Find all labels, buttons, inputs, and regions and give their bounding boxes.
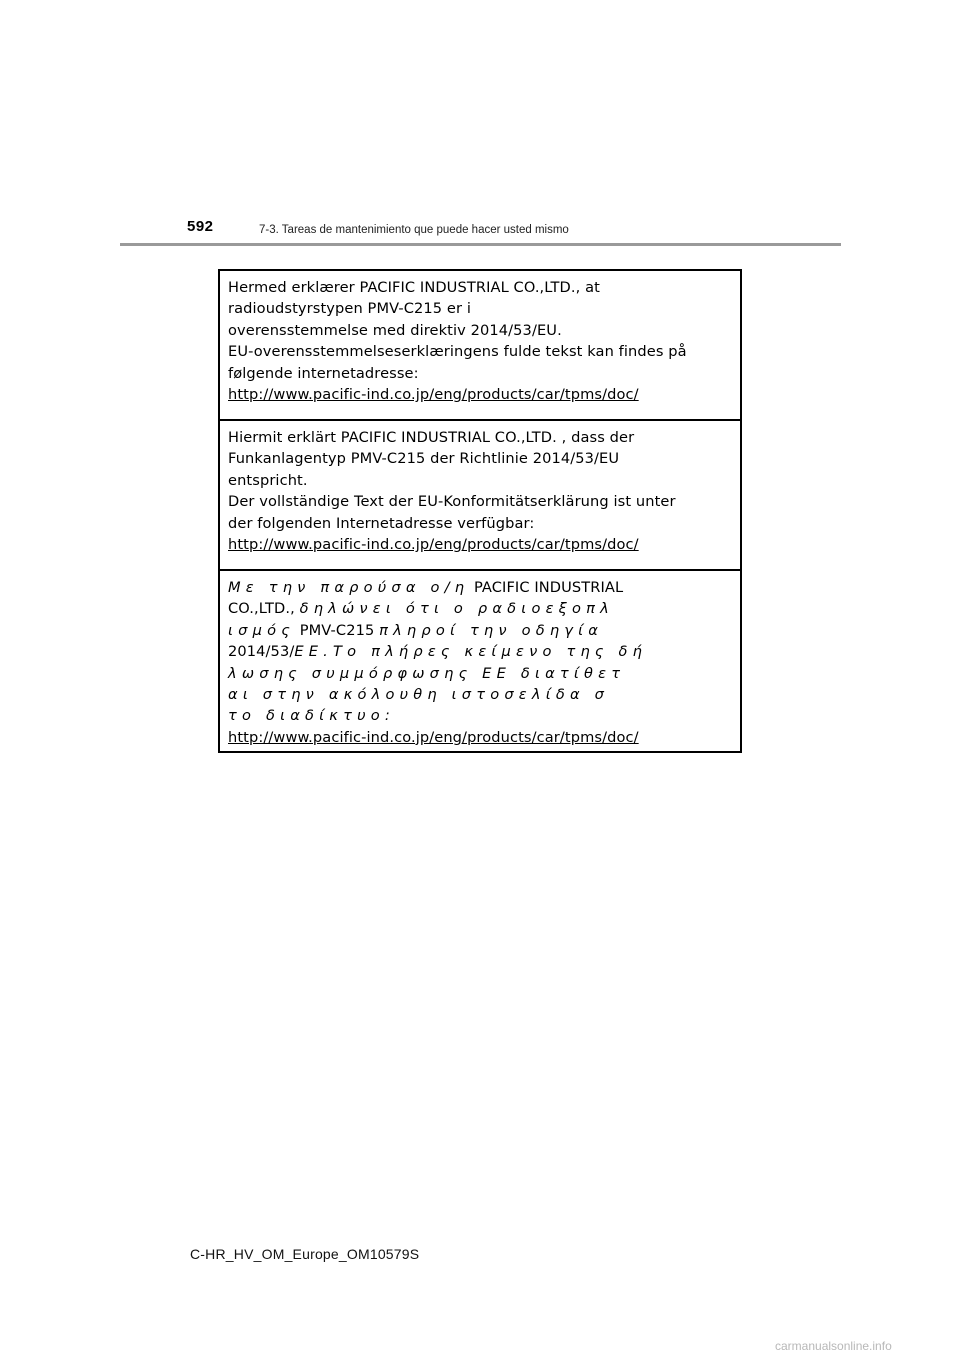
latin-text: 2014/53/: [228, 643, 295, 661]
text-line: EU-overensstemmelseserklæringens fulde tekst kan findes på: [228, 343, 687, 361]
doc-url-link[interactable]: http://www.pacific-ind.co.jp/eng/products/car/tpms/doc/: [228, 728, 639, 746]
footer-doc-id: C-HR_HV_OM_Europe_OM10579S: [190, 1246, 420, 1262]
notice-table: [218, 269, 742, 753]
latin-text: PACIFIC INDUSTRIAL: [473, 579, 624, 596]
text-line: Funkanlagentyp PMV-C215 der Richtlinie 2014/53/EU: [228, 450, 620, 468]
greek-text: δηλώνει ότι ο ραδιοεξοπλ: [299, 600, 614, 618]
watermark: carmanualsonline.info: [775, 1339, 892, 1353]
greek-text: πληροί την οδηγία: [379, 621, 604, 639]
text-line: [228, 641, 732, 662]
section-title: 7-3. Tareas de mantenimiento que puede hacer usted mismo: [259, 224, 569, 236]
greek-text: ισμός: [228, 621, 295, 639]
text-line: overensstemmelse med direktiv 2014/53/EU.: [228, 321, 562, 339]
doc-url-link[interactable]: http://www.pacific-ind.co.jp/eng/products/car/tpms/doc/: [228, 536, 639, 554]
notice-block-greek: [220, 569, 740, 751]
text-line: følgende internetadresse:: [228, 364, 419, 382]
text-line: [228, 598, 732, 619]
text-line: αι στην ακόλουθη ιστοσελίδα σ: [228, 686, 610, 704]
notice-block-danish: [220, 271, 740, 419]
text-line: Der vollständige Text der EU-Konformitätserklärung ist unter: [228, 493, 676, 511]
text-line: [228, 577, 732, 598]
header-rule: [120, 243, 841, 246]
doc-url-link[interactable]: http://www.pacific-ind.co.jp/eng/products/car/tpms/doc/: [228, 386, 639, 404]
text-line: λωσης συμμόρφωσης ΕΕ διατίθετ: [228, 664, 626, 682]
text-line: Hermed erklærer PACIFIC INDUSTRIAL CO.,LTD., at: [228, 279, 600, 296]
notice-block-german: [220, 419, 740, 569]
text-line: radioudstyrstypen PMV-C215 er i: [228, 300, 471, 318]
text-line: der folgenden Internetadresse verfügbar:: [228, 514, 535, 532]
text-line: το διαδίκτυο:: [228, 707, 395, 725]
text-line: Hiermit erklärt PACIFIC INDUSTRIAL CO.,LTD. , dass der: [228, 429, 635, 446]
text-line: [228, 620, 732, 641]
greek-text: Με την παρούσα ο/η: [228, 579, 470, 596]
text-line: entspricht.: [228, 471, 308, 489]
latin-text: CO.,LTD.,: [228, 600, 295, 618]
page-number: 592: [187, 218, 214, 235]
latin-text: PMV-C215: [299, 621, 375, 639]
greek-text: ΕΕ.Το πλήρες κείμενο της δή: [294, 643, 648, 661]
